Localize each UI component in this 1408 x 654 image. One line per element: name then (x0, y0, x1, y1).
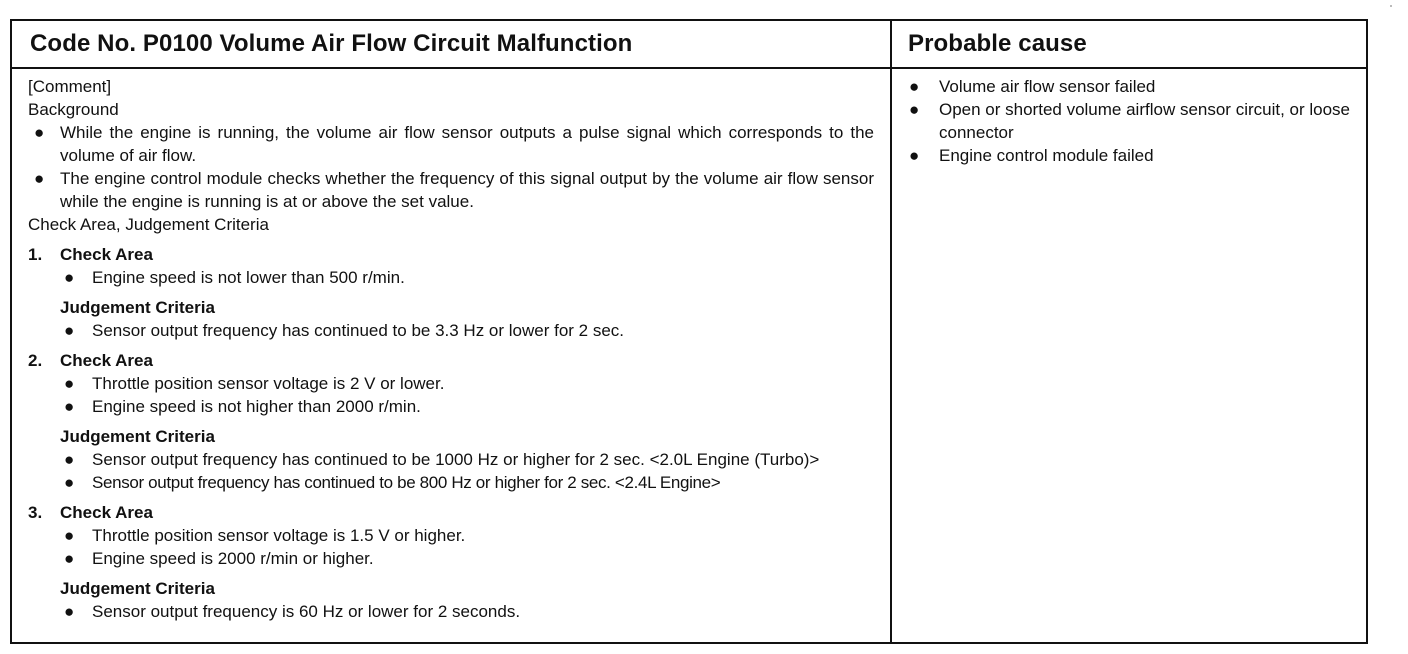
background-item: ● The engine control module checks whether the frequency of this signal output by the volume air flow sensor while the engine is running is at or above the set value. (34, 169, 874, 211)
bullet-icon: ● (34, 123, 45, 142)
check-number: 3. (28, 503, 43, 522)
comment-tag: [Comment] (28, 77, 112, 96)
judgement-criteria-item: ● Sensor output frequency has continued to be 1000 Hz or higher for 2 sec. <2.0L Engine (Turbo)> (64, 450, 820, 469)
cause-item: ● Engine control module failed (909, 146, 1154, 165)
comment-section (28, 75, 874, 623)
bullet-icon: ● (64, 397, 75, 416)
judgement-criteria-item: ● Sensor output frequency has continued to be 800 Hz or higher for 2 sec. <2.4L Engine> (64, 473, 721, 492)
check-area-item: ● Engine speed is not lower than 500 r/min. (64, 268, 405, 287)
background-label: Background (28, 100, 119, 119)
bullet-icon: ● (64, 450, 75, 469)
bullet-icon: ● (64, 321, 75, 340)
scan-mark (1390, 5, 1392, 7)
probable-cause-list (897, 75, 1352, 167)
check-area-heading: 3. Check Area (28, 503, 153, 522)
background-item: ● While the engine is running, the volume air flow sensor outputs a pulse signal which corresponds to the volume of air flow. (34, 123, 874, 165)
check-area-label: Check Area, Judgement Criteria (28, 215, 269, 234)
cause-item: ● Open or shorted volume airflow sensor circuit, or loose connector (909, 100, 1351, 142)
bullet-icon: ● (64, 602, 75, 621)
column-divider (890, 21, 892, 642)
cause-item: ● Volume air flow sensor failed (909, 77, 1156, 96)
bullet-icon: ● (34, 169, 45, 188)
bullet-icon: ● (64, 268, 75, 287)
check-area-heading: 1. Check Area (28, 245, 153, 264)
check-number: 2. (28, 351, 43, 370)
bullet-icon: ● (64, 526, 75, 545)
check-number: 1. (28, 245, 43, 264)
bullet-icon: ● (64, 549, 75, 568)
header-divider (12, 67, 1366, 69)
check-area-item: ● Throttle position sensor voltage is 2 V or lower. (64, 374, 445, 393)
check-area-heading: 2. Check Area (28, 351, 153, 370)
bullet-icon: ● (64, 374, 75, 393)
judgement-criteria-heading: Judgement Criteria (60, 579, 215, 598)
check-area-item: ● Engine speed is 2000 r/min or higher. (64, 549, 374, 568)
judgement-criteria-heading: Judgement Criteria (60, 298, 215, 317)
page-title: Code No. P0100 Volume Air Flow Circuit Malfunction (30, 30, 633, 57)
bullet-icon: ● (909, 100, 920, 119)
bullet-icon: ● (64, 473, 74, 492)
check-area-item: ● Throttle position sensor voltage is 1.5 V or higher. (64, 526, 466, 545)
probable-cause-heading: Probable cause (908, 30, 1087, 57)
bullet-icon: ● (909, 77, 920, 96)
judgement-criteria-item: ● Sensor output frequency is 60 Hz or lower for 2 seconds. (64, 602, 521, 621)
judgement-criteria-heading: Judgement Criteria (60, 427, 215, 446)
judgement-criteria-item: ● Sensor output frequency has continued to be 3.3 Hz or lower for 2 sec. (64, 321, 625, 340)
bullet-icon: ● (909, 146, 920, 165)
check-area-item: ● Engine speed is not higher than 2000 r/min. (64, 397, 421, 416)
